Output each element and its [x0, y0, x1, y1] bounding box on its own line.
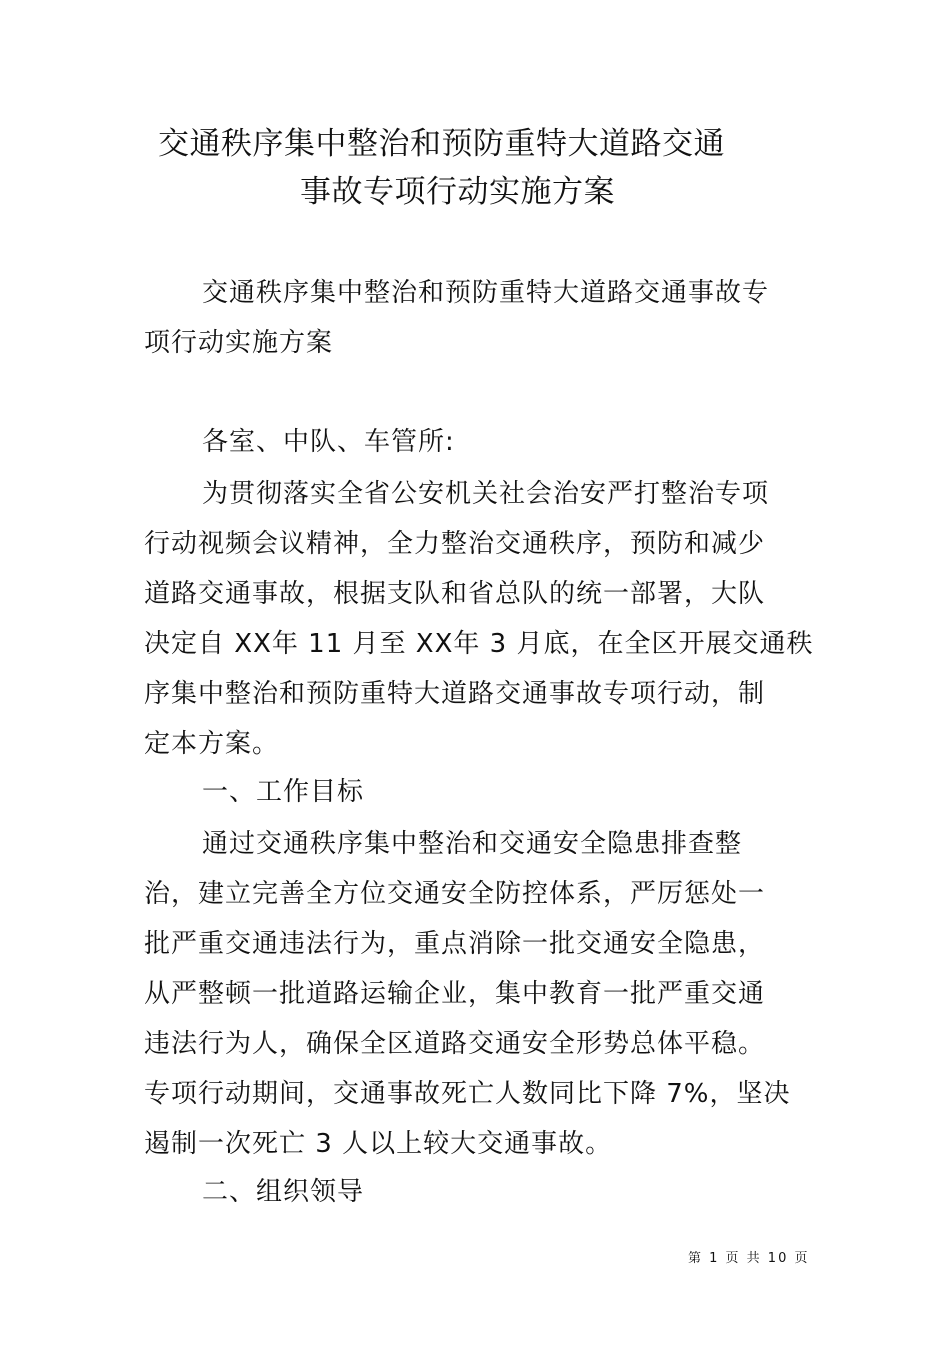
body-line: 从严整顿一批道路运输企业，集中教育一批严重交通	[144, 979, 766, 1009]
section-heading: 一、工作目标	[202, 777, 365, 807]
document-title-line-1: 交通秩序集中整治和预防重特大道路交通	[158, 126, 725, 162]
body-line: 专项行动期间，交通事故死亡人数同比下降 7%，坚决	[144, 1079, 791, 1109]
body-line: 交通秩序集中整治和预防重特大道路交通事故专	[202, 278, 770, 308]
body-line: 批严重交通违法行为，重点消除一批交通安全隐患，	[144, 929, 766, 959]
body-line: 序集中整治和预防重特大道路交通事故专项行动，制	[144, 679, 766, 709]
document-title-line-2: 事故专项行动实施方案	[300, 174, 615, 210]
body-line: 通过交通秩序集中整治和交通安全隐患排查整	[202, 829, 743, 859]
body-line: 项行动实施方案	[144, 328, 334, 358]
body-line: 为贯彻落实全省公安机关社会治安严打整治专项	[202, 479, 770, 509]
page-number-footer: 第 1 页 共 10 页	[688, 1251, 810, 1266]
body-line: 违法行为人，确保全区道路交通安全形势总体平稳。	[144, 1029, 766, 1059]
body-line: 定本方案。	[144, 729, 280, 759]
body-line: 治，建立完善全方位交通安全防控体系，严厉惩处一	[144, 879, 766, 909]
body-line: 道路交通事故，根据支队和省总队的统一部署，大队	[144, 579, 766, 609]
body-line: 遏制一次死亡 3 人以上较大交通事故。	[144, 1129, 613, 1159]
salutation: 各室、中队、车管所:	[202, 427, 455, 457]
section-heading: 二、组织领导	[202, 1177, 365, 1207]
body-line: 行动视频会议精神，全力整治交通秩序，预防和减少	[144, 529, 766, 559]
body-line: 决定自 XX年 11 月至 XX年 3 月底，在全区开展交通秩	[144, 629, 814, 659]
